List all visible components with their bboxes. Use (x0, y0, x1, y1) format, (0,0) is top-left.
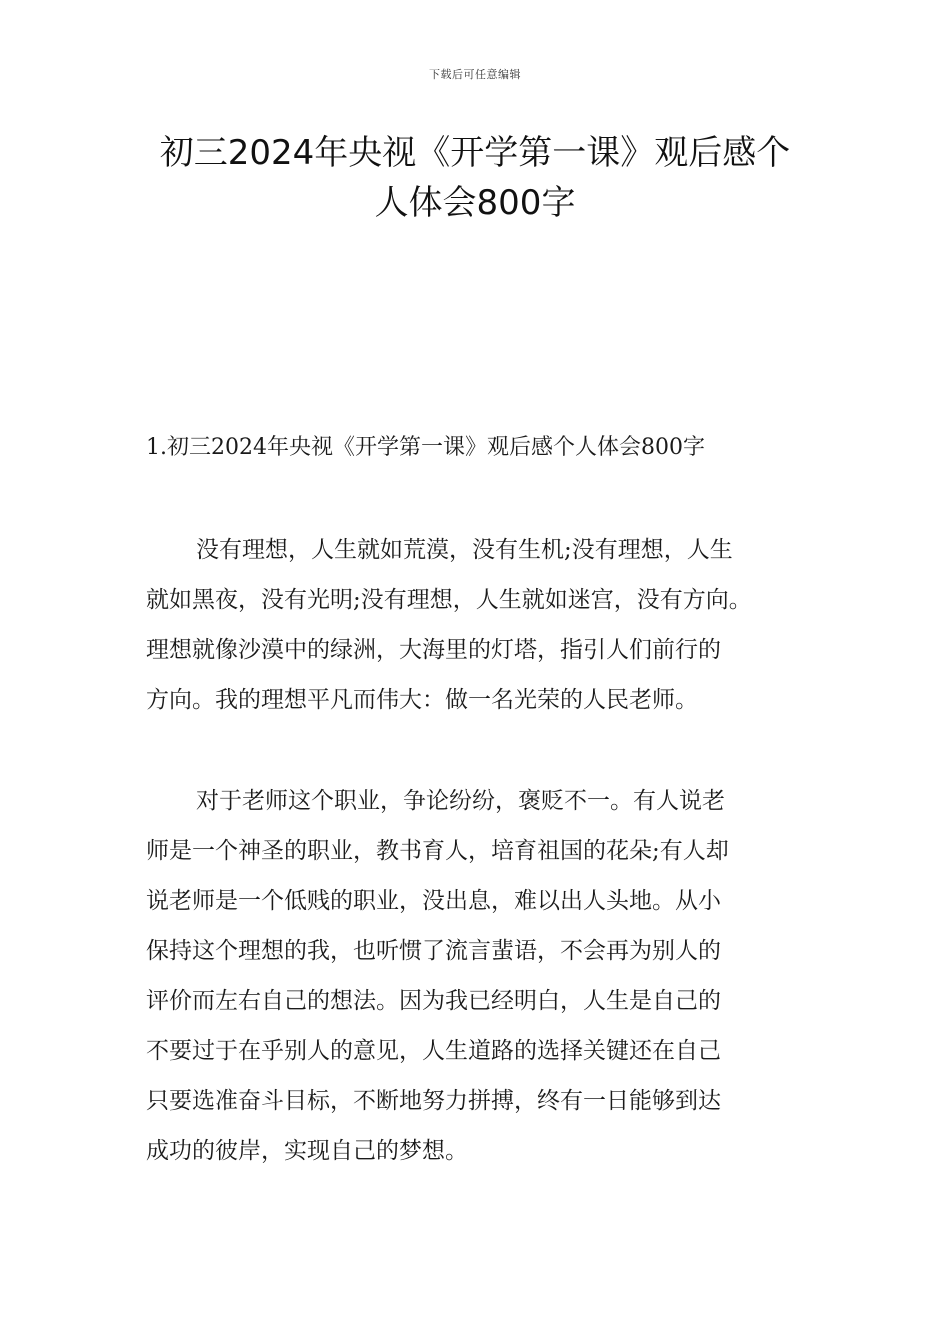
paragraph-line: 理想就像沙漠中的绿洲，大海里的灯塔，指引人们前行的 (146, 637, 721, 663)
paragraph-2 (146, 776, 816, 1176)
paragraph-line: 方向。我的理想平凡而伟大：做一名光荣的人民老师。 (146, 687, 698, 713)
paragraph-1 (146, 525, 816, 725)
title-line-1: 初三2024年央视《开学第一课》观后感个 (159, 133, 791, 173)
paragraph-line: 说老师是一个低贱的职业，没出息，难以出人头地。从小 (146, 888, 721, 914)
paragraph-line: 保持这个理想的我，也听惯了流言蜚语，不会再为别人的 (146, 938, 721, 964)
paragraph-line: 没有理想，人生就如荒漠，没有生机;没有理想，人生 (196, 537, 733, 563)
paragraph-line: 不要过于在乎别人的意见，人生道路的选择关键还在自己 (146, 1038, 721, 1064)
paragraph-line: 师是一个神圣的职业，教书育人，培育祖国的花朵;有人却 (146, 838, 729, 864)
paragraph-line: 对于老师这个职业，争论纷纷，褒贬不一。有人说老 (196, 788, 725, 814)
paragraph-line: 就如黑夜，没有光明;没有理想，人生就如迷宫，没有方向。 (146, 587, 752, 613)
document-title (120, 128, 830, 228)
paragraph-line: 只要选准奋斗目标，不断地努力拼搏，终有一日能够到达 (146, 1088, 721, 1114)
section-heading: 1.初三2024年央视《开学第一课》观后感个人体会800字 (146, 435, 705, 460)
header-note: 下载后可任意编辑 (429, 68, 521, 81)
paragraph-line: 评价而左右自己的想法。因为我已经明白，人生是自己的 (146, 988, 721, 1014)
paragraph-line: 成功的彼岸，实现自己的梦想。 (146, 1138, 468, 1164)
title-line-2: 人体会800字 (374, 183, 576, 223)
